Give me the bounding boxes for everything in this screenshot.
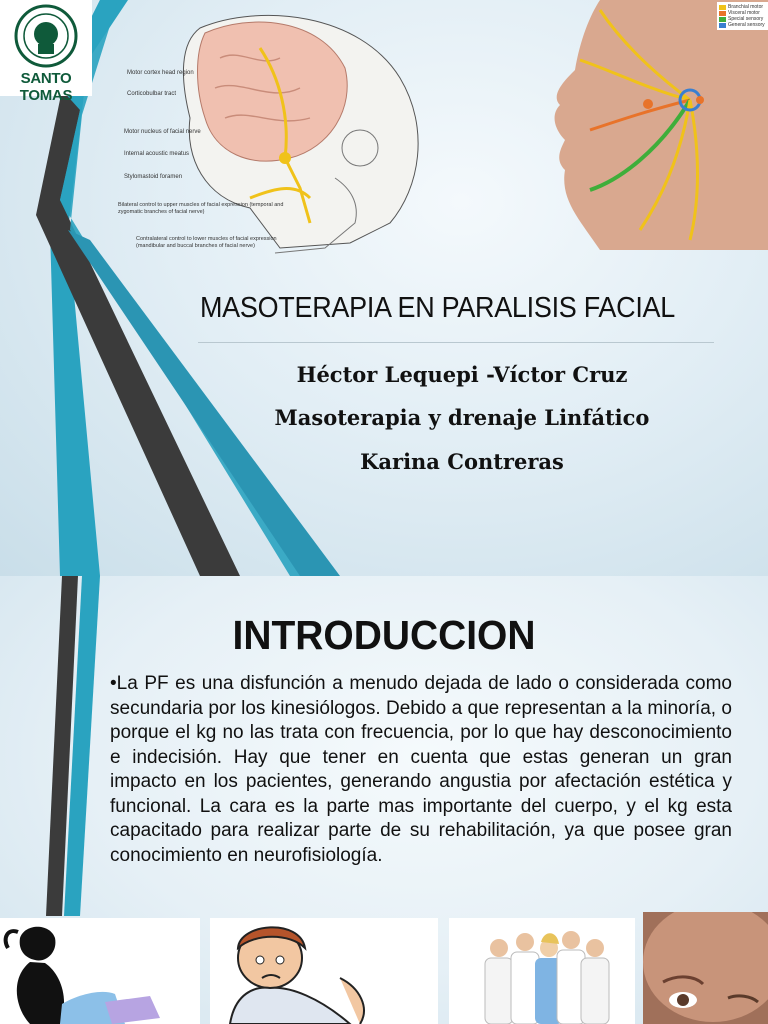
legend-item: Special sensory bbox=[719, 16, 768, 22]
nerve-legend bbox=[717, 2, 768, 30]
authors: Héctor Lequepi -Víctor Cruz bbox=[296, 362, 628, 387]
section-title: INTRODUCCION bbox=[232, 612, 536, 658]
tired-man-illustration bbox=[210, 918, 438, 1024]
course-name: Masoterapia y drenaje Linfático bbox=[274, 405, 650, 430]
skull-label-2: Corticobulbar tract bbox=[127, 91, 177, 97]
title-divider bbox=[198, 342, 714, 343]
skull-anatomy-illustration bbox=[110, 8, 445, 273]
skull-label-5: Stylomastoid foramen bbox=[124, 174, 183, 180]
intro-paragraph: •La PF es una disfunción a menudo dejada de lado o considerada como secundaria por los kinesiólogos. Debido a que representan a la minoría, o porque el kg no las trata con frecuencia, por lo que hay desconocimiento e indecisión. Hay que tener en cuenta que estas generan un gran impacto en los pacientes, generando angustia por afectación estética y funcional. La cara es la parte mas importante del cuerpo, y el kg esta capacitado para realizar parte de su rehabilitación, ya que posee gran conocimiento en neurofisiología. bbox=[110, 673, 732, 866]
skull-label-7: Contralateral control to lower muscles of facial expression (mandibular and buccal branches of facial nerve) bbox=[136, 236, 277, 249]
introduction-slide bbox=[0, 576, 768, 1024]
man-icon bbox=[210, 918, 438, 1024]
logo bbox=[0, 0, 92, 104]
crest-icon bbox=[0, 0, 92, 70]
skull-label-4: Internal acoustic meatus bbox=[124, 151, 190, 157]
patient-face-icon bbox=[643, 912, 768, 1024]
thinking-person-icon bbox=[0, 918, 200, 1024]
skull-label-6: Bilateral control to upper muscles of facial expression (temporal and zygomatic branches of facial nerve) bbox=[118, 202, 284, 215]
facial-palsy-photo bbox=[643, 912, 768, 1024]
logo-text: SANTO TOMAS bbox=[19, 70, 73, 104]
skull-label-1: Motor cortex head region bbox=[127, 70, 194, 76]
skull-label-3: Motor nucleus of facial nerve bbox=[124, 129, 201, 135]
slide-title: MASOTERAPIA EN PARALISIS FACIAL bbox=[200, 292, 675, 324]
medical-staff-photo bbox=[449, 918, 635, 1024]
legend-item: Visceral motor bbox=[719, 10, 768, 16]
facial-nerve-illustration bbox=[540, 0, 768, 250]
legend-item: Branchial motor bbox=[719, 4, 768, 10]
thinking-figure-illustration bbox=[0, 918, 200, 1024]
legend-item: General sensory bbox=[719, 22, 768, 28]
doctors-group-icon bbox=[449, 918, 635, 1024]
teacher-name: Karina Contreras bbox=[360, 449, 564, 474]
